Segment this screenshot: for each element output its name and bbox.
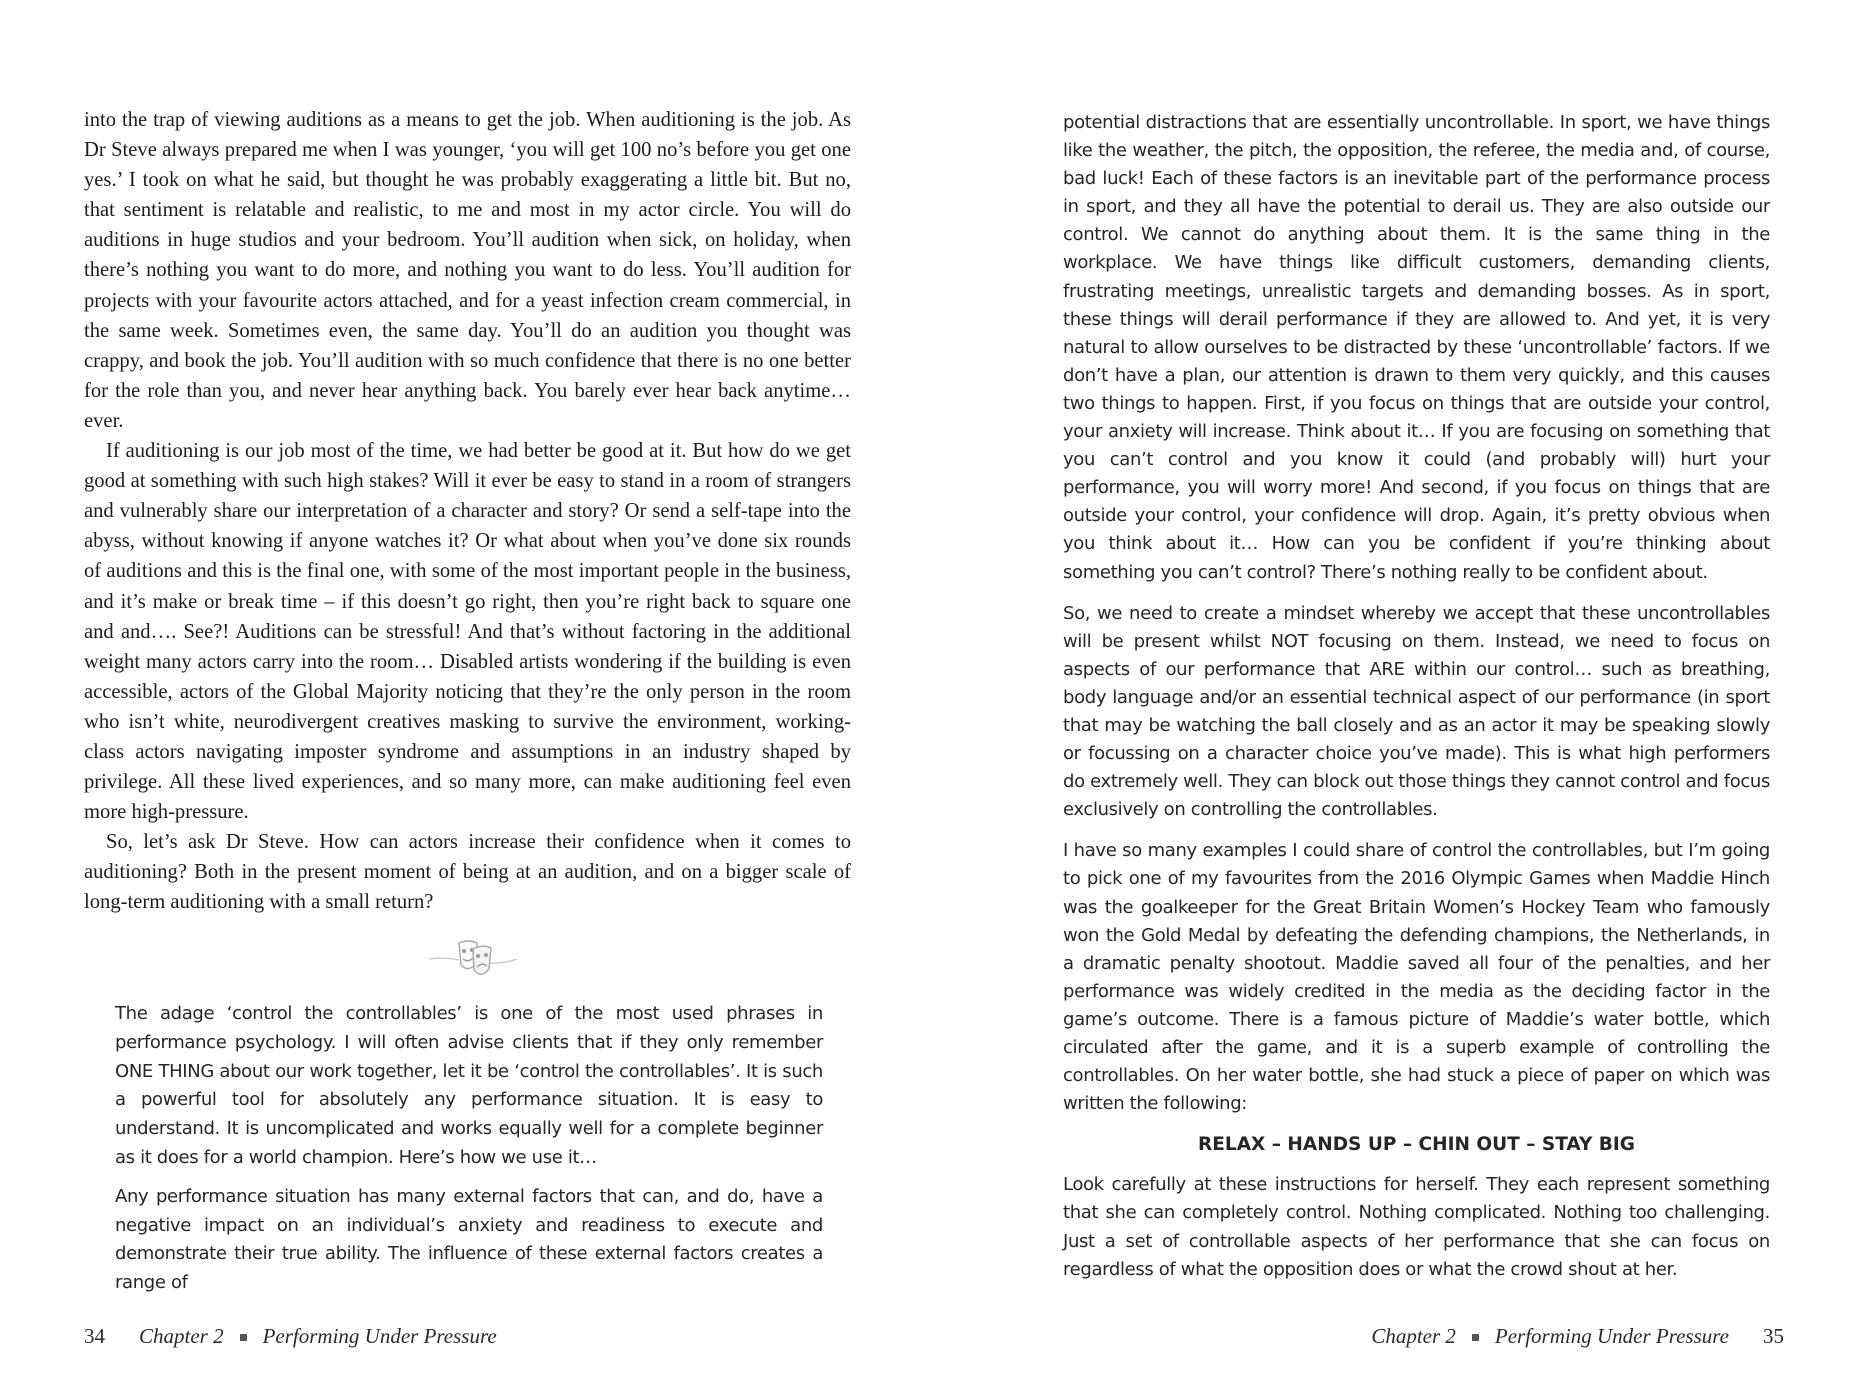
chapter-label: Chapter 2 bbox=[139, 1324, 224, 1348]
body-paragraph: Any performance situation has many external factors that can, and do, have a negative impact on an individual’s anxiety and readiness to execute and demonstrate their true ability. The influence of these external factors creates a range of bbox=[115, 1185, 823, 1294]
right-page bbox=[934, 0, 1868, 1400]
chapter-label: Chapter 2 bbox=[1371, 1324, 1456, 1348]
square-bullet-icon bbox=[240, 1334, 247, 1341]
body-paragraph: into the trap of viewing auditions as a means to get the job. When auditioning is the job. As Dr Steve always prepared me when I was younger, ‘you will get 100 no’s before you get one yes.’ I took on what he said, but thought he was probably exaggerating a little bit. But no, that sentiment is relatable and realistic, to me and most in my actor circle. You will do auditions in huge studios and your bedroom. You’ll audition when sick, on holiday, when there’s nothing you want to do more, and nothing you want to do less. You’ll audition for projects with your favourite actors attached, and for a yeast infection cream commercial, in the same week. Sometimes even, the same day. You’ll do an audition you thought was crappy, and book the job. You’ll audition with so much confidence that there is no one better for the role than you, and never hear anything back. You barely ever hear back anytime… ever. bbox=[84, 109, 851, 432]
page-number: 34 bbox=[84, 1324, 105, 1348]
memoir-text bbox=[84, 105, 851, 918]
body-paragraph: Look carefully at these instructions for herself. They each represent something that she can completely control. Nothing complicated. Nothing too challenging. Just a set of controllable aspects of her performance that she can focus on regardless of what the opposition does or what the crowd shout at her. bbox=[1063, 1174, 1770, 1280]
running-title: Performing Under Pressure bbox=[262, 1324, 497, 1348]
dr-steve-section bbox=[1063, 109, 1770, 1297]
body-paragraph: So, we need to create a mindset whereby we accept that these uncontrollables will be present whilst NOT focusing on them. Instead, we need to focus on aspects of our performance that ARE within our control… such as breathing, body language and/or an essential technical aspect of our performance (in sport that may be watching the ball closely and as an actor it may be speaking slowly or focussing on a character choice you’ve made). This is what high performers do extremely well. They can block out those things they cannot control and focus exclusively on controlling the controllables. bbox=[1063, 602, 1770, 821]
body-paragraph: I have so many examples I could share of control the controllables, but I’m going to pick one of my favourites from the 2016 Olympic Games when Maddie Hinch was the goalkeeper for the Great Britain Women’s Hockey Team who famously won the Gold Medal by defeating the defending champions, the Netherlands, in a dramatic penalty shootout. Maddie saved all four of the penalties, and her performance was widely credited in the media as the deciding factor in the game’s outcome. There is a famous picture of Maddie’s water bottle, which circulated after the game, and it is a superb example of controlling the controllables. On her water bottle, she had stuck a piece of paper on which was written the following: bbox=[1063, 840, 1770, 1115]
water-bottle-note: RELAX – HANDS UP – CHIN OUT – STAY BIG bbox=[1198, 1134, 1635, 1156]
theatre-masks-icon bbox=[425, 933, 521, 989]
page-number: 35 bbox=[1763, 1324, 1784, 1348]
page-footer bbox=[84, 1324, 497, 1349]
body-paragraph: So, let’s ask Dr Steve. How can actors increase their confidence when it comes to auditioning? Both in the present moment of being at an audition, and on a bigger scale of long-term auditioning with a small return? bbox=[84, 831, 851, 914]
body-paragraph: The adage ‘control the controllables’ is one of the most used phrases in performance psychology. I will often advise clients that if they only remember ONE THING about our work together, let it be ‘control the controllables’. It is such a powerful tool for absolutely any performance situation. It is easy to understand. It is uncomplicated and works equally well for a complete beginner as it does for a world champion. Here’s how we use it… bbox=[115, 1003, 823, 1168]
square-bullet-icon bbox=[1472, 1334, 1479, 1341]
dr-steve-section bbox=[115, 1000, 823, 1308]
page-footer bbox=[1371, 1324, 1784, 1349]
body-paragraph: potential distractions that are essentially uncontrollable. In sport, we have things like the weather, the pitch, the opposition, the referee, the media and, of course, bad luck! Each of these factors is an inevitable part of the performance process in sport, and they all have the potential to derail us. They are also outside our control. We cannot do anything about them. It is the same thing in the workplace. We have things like difficult customers, demanding clients, frustrating meetings, unrealistic targets and demanding bosses. As in sport, these things will derail performance if they are allowed to. And yet, it is very natural to allow ourselves to be distracted by these ‘uncontrollable’ factors. If we don’t have a plan, our attention is drawn to them very quickly, and this causes two things to happen. First, if you focus on things that are outside your control, your anxiety will increase. Think about it… If you are focusing on something that you can’t control and you know it could (and probably will) hurt your performance, you will worry more! And second, if you focus on things that are outside your control, your confidence will drop. Again, it’s pretty obvious when you think about it… How can you be confident if you’re thinking about something you can’t control? There’s nothing really to be confident about. bbox=[1063, 112, 1770, 583]
body-paragraph: If auditioning is our job most of the time, we had better be good at it. But how do we get good at something with such high stakes? Will it ever be easy to stand in a room of strangers and vulnerably share our interpretation of a character and story? Or send a self-tape into the abyss, without knowing if anyone watches it? Or what about when you’ve done six rounds of auditions and this is the final one, with some of the most important people in the business, and it’s make or break time – if this doesn’t go right, then you’re right back to square one and and…. See?! Auditions can be stressful! And that’s without factoring in the additional weight many actors carry into the room… Disabled artists wondering if the building is even accessible, actors of the Global Majority noticing that they’re the only person in the room who isn’t white, neurodivergent creatives masking to survive the environment, working-class actors navigating imposter syndrome and assumptions in an industry shaped by privilege. All these lived experiences, and so many more, can make auditioning feel even more high-pressure. bbox=[84, 440, 851, 824]
running-title: Performing Under Pressure bbox=[1494, 1324, 1729, 1348]
